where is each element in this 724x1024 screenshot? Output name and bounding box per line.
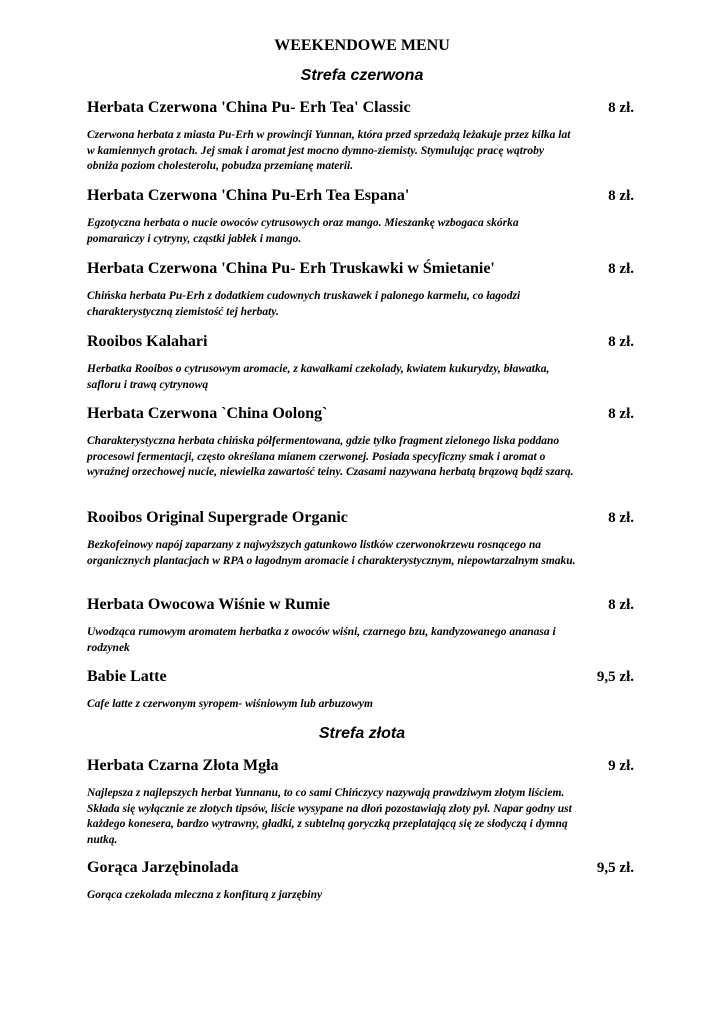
item-description: Najlepsza z najlepszych herbat Yunnanu, to co sami Chińczycy nazywają prawdziwym złotym liściem. Składa się wyłącznie ze złotych tipsów, liście wysypane na dłoń pozostawiają złoty pył. Napar godny ust każdego konesera, bardzo wytrawny, gładki, z subtelną goryczką przeplatającą się ze słodyczą i dymną nutką. [87, 787, 572, 846]
item-name: Rooibos Original Supergrade Organic [87, 509, 348, 526]
item-name: Babie Latte [87, 668, 167, 685]
menu-item [87, 403, 634, 481]
item-price: 9,5 zł. [596, 669, 634, 685]
item-price: 8 zł. [608, 597, 634, 613]
item-name: Herbata Owocowa Wiśnie w Rumie [87, 596, 330, 613]
item-name: Herbata Czarna Złota Mgła [87, 757, 279, 774]
item-name: Herbata Czerwona 'China Pu- Erh Tea' Classic [87, 99, 411, 116]
menu-item [87, 258, 634, 320]
item-price: 8 zł. [608, 510, 634, 526]
menu-title: WEEKENDOWE MENU [274, 37, 450, 54]
item-price: 9,5 zł. [596, 860, 634, 876]
section-title-gold: Strefa złota [318, 725, 406, 742]
item-description: Charakterystyczna herbata chińska półfermentowana, gdzie tylko fragment zielonego liska poddano procesowi fermentacji, często określana mianem czerwonej. Posiada specyficzny smak i aromat o wyraźnej orzechowej nucie, niewielka zawartość teiny. Czasami nazywana herbatą brązową bądź szarą. [87, 435, 574, 478]
menu-item [87, 185, 634, 247]
item-description: Herbatka Rooibos o cytrusowym aromacie, z kawałkami czekolady, kwiatem kukurydzy, bławatka, safloru i trawą cytrynową [87, 363, 550, 391]
item-description: Uwodząca rumowym aromatem herbatka z owoców wiśni, czarnego bzu, kandyzowanego ananasa i rodzynek [87, 626, 556, 654]
item-price: 8 zł. [608, 188, 634, 204]
item-description: Gorąca czekolada mleczna z konfiturą z jarzębiny [87, 889, 323, 901]
menu-item [87, 666, 634, 713]
item-name: Herbata Czerwona 'China Pu- Erh Truskawki w Śmietanie' [87, 260, 495, 277]
section-title-red: Strefa czerwona [300, 67, 424, 84]
menu-item [87, 507, 634, 569]
item-price: 9 zł. [608, 758, 634, 774]
item-price: 8 zł. [608, 100, 634, 116]
item-price: 8 zł. [608, 406, 634, 422]
item-price: 8 zł. [608, 334, 634, 350]
menu-item [87, 594, 634, 656]
item-description: Chińska herbata Pu-Erh z dodatkiem cudownych truskawek i palonego karmelu, co łagodzi charakterystyczną ziemistość tej herbaty. [87, 290, 521, 318]
menu-item [87, 97, 634, 175]
item-description: Cafe latte z czerwonym syropem- wiśniowym lub arbuzowym [87, 698, 373, 710]
item-name: Herbata Czerwona 'China Pu-Erh Tea Espana' [87, 187, 410, 204]
item-name: Herbata Czerwona `China Oolong` [87, 405, 328, 422]
item-description: Czerwona herbata z miasta Pu-Erh w prowincji Yunnan, która przed sprzedażą leżakuje przez kilka lat w kamiennych grotach. Jej smak i aromat jest mocno dymno-ziemisty. Stymulując pracę wątroby obniża poziom cholesterolu, pobudza przemianę materii. [87, 129, 571, 172]
item-description: Egzotyczna herbata o nucie owoców cytrusowych oraz mango. Mieszankę wzbogaca skórka pomarańczy i cytryny, cząstki jabłek i mango. [87, 217, 519, 245]
item-name: Rooibos Kalahari [87, 333, 208, 350]
menu-item [87, 857, 634, 904]
menu-item [87, 331, 634, 393]
item-price: 8 zł. [608, 261, 634, 277]
menu-item [87, 755, 634, 848]
item-name: Gorąca Jarzębinolada [87, 859, 239, 876]
item-description: Bezkofeinowy napój zaparzany z najwyższych gatunkowo listków czerwonokrzewu rosnącego na organicznych plantacjach w RPA o łagodnym aromacie i charakterystycznym, niepowtarzalnym smaku. [87, 539, 576, 567]
